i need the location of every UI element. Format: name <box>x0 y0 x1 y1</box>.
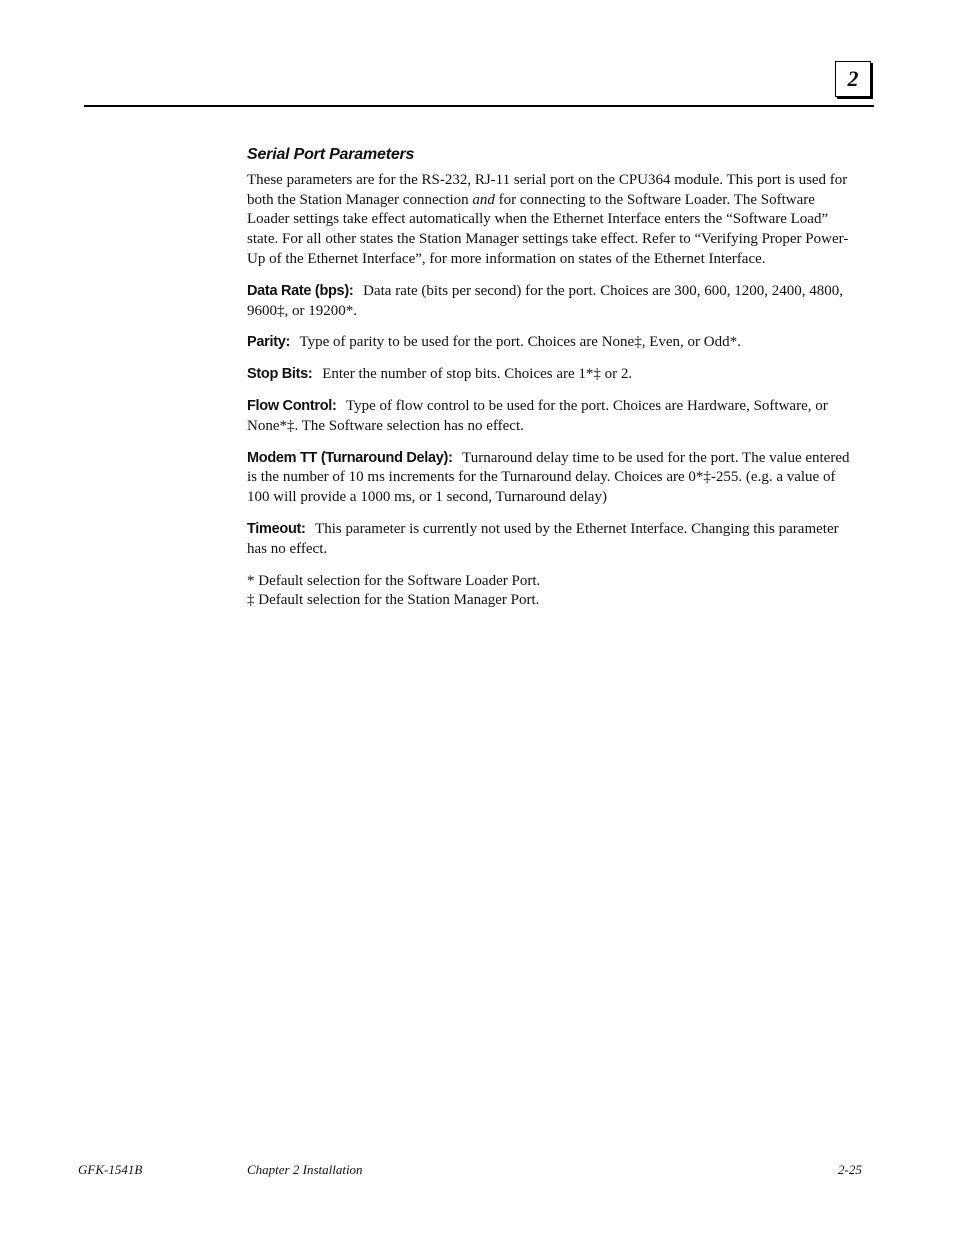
param-stop-bits <box>247 365 859 385</box>
footer-doc-id: GFK-1541B <box>78 1162 143 1177</box>
footnote-station-manager: ‡ Default selection for the Station Manager Port. <box>247 592 540 609</box>
param-description: Enter the number of stop bits. Choices are 1*‡ or 2. <box>322 366 633 383</box>
intro-text-2: for connecting to the Software Loader. The Software Loader settings take effect automatically when the Ethernet Interface enters the “Software Load” state. For all other states the Station Manager settings take effect. Refer to “Verifying Proper Power-Up of the Ethernet Interface”, for more information on states of the Ethernet Interface. <box>247 191 849 267</box>
param-flow-control <box>247 397 859 437</box>
param-term: Timeout: <box>247 520 306 537</box>
param-data-rate <box>247 282 859 322</box>
chapter-number: 2 <box>847 66 859 91</box>
param-description: Type of parity to be used for the port. Choices are None‡, Even, or Odd*. <box>299 334 741 351</box>
param-description: Data rate (bits per second) for the port. Choices are 300, 600, 1200, 2400, 4800, 9600‡, or 19200*. <box>247 282 844 319</box>
param-timeout <box>247 520 859 560</box>
param-term: Data Rate (bps): <box>247 282 354 299</box>
chapter-number-box <box>835 61 871 97</box>
param-term: Stop Bits: <box>247 366 313 383</box>
footnotes <box>247 572 859 612</box>
header-rule <box>84 105 874 107</box>
param-description: Turnaround delay time to be used for the port. The value entered is the number of 10 ms increments for the Turnaround delay. Choices are 0*‡-255. (e.g. a value of 100 will provide a 1000 ms, or 1 second, Turnaround delay) <box>247 449 850 506</box>
main-content <box>247 145 859 611</box>
param-modem-tt <box>247 449 859 508</box>
param-parity <box>247 333 859 353</box>
section-heading: Serial Port Parameters <box>247 146 415 163</box>
footnote-software-loader: * Default selection for the Software Loader Port. <box>247 572 541 589</box>
footer-page-number: 2-25 <box>838 1162 862 1177</box>
intro-emphasis: and <box>472 191 495 208</box>
param-description: This parameter is currently not used by the Ethernet Interface. Changing this parameter has no effect. <box>247 520 839 557</box>
intro-text-1: These parameters are for the RS-232, RJ-11 serial port on the CPU364 module. This port is used for both the Station Manager connection <box>247 171 848 208</box>
footer-chapter: Chapter 2 Installation <box>247 1162 363 1177</box>
param-term: Flow Control: <box>247 397 337 414</box>
param-term: Parity: <box>247 334 291 351</box>
param-term: Modem TT (Turnaround Delay): <box>247 449 453 466</box>
param-description: Type of flow control to be used for the port. Choices are Hardware, Software, or None*‡. The Software selection has no effect. <box>247 397 828 434</box>
intro-paragraph <box>247 171 859 270</box>
